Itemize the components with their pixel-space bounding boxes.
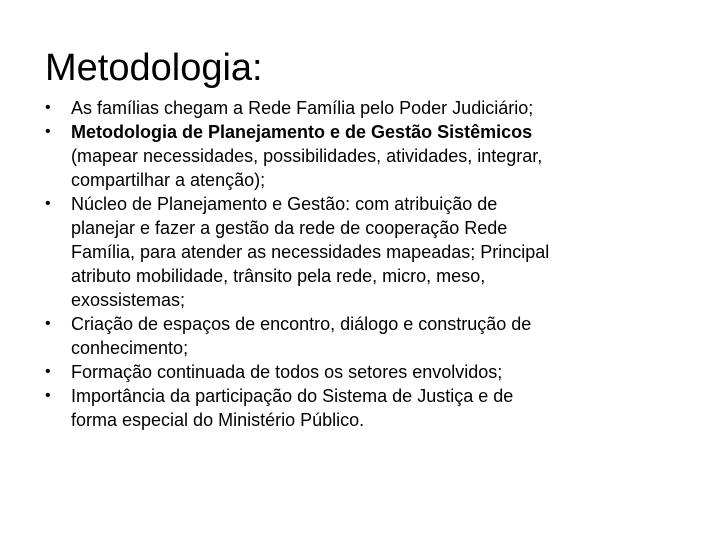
bullet-item [45, 120, 675, 192]
bullet-icon: • [45, 195, 51, 212]
bullet-icon: • [45, 315, 51, 332]
bullet-text-line: Família, para atender as necessidades mapeadas; Principal [71, 242, 550, 262]
bullet-text-line: Criação de espaços de encontro, diálogo e construção de [71, 314, 532, 334]
bullet-icon: • [45, 123, 51, 140]
bullet-item [45, 384, 675, 432]
bullet-text-line: Formação continuada de todos os setores envolvidos; [71, 362, 503, 382]
slide-title: Metodologia: [45, 47, 263, 89]
bullet-item [45, 360, 675, 384]
bullet-item [45, 96, 675, 120]
bullet-item [45, 312, 675, 360]
bullet-text-line: (mapear necessidades, possibilidades, atividades, integrar, [71, 146, 543, 166]
bullet-text-line: atributo mobilidade, trânsito pela rede, micro, meso, [71, 266, 486, 286]
bullet-text-line: conhecimento; [71, 338, 189, 358]
bullet-icon: • [45, 363, 51, 380]
bullet-text-line: compartilhar a atenção); [71, 170, 266, 190]
bullet-text-line: exossistemas; [71, 290, 186, 310]
bullet-icon: • [45, 387, 51, 404]
bullet-text-line: Importância da participação do Sistema de Justiça e de [71, 386, 514, 406]
bullet-text-line: planejar e fazer a gestão da rede de cooperação Rede [71, 218, 508, 238]
bullet-bold-text-line: Metodologia de Planejamento e de Gestão Sistêmicos [71, 122, 533, 142]
bullet-text-line: forma especial do Ministério Público. [71, 410, 365, 430]
bullet-text-line: Núcleo de Planejamento e Gestão: com atribuição de [71, 194, 498, 214]
bullet-text-line: As famílias chegam a Rede Família pelo Poder Judiciário; [71, 98, 534, 118]
bullet-icon: • [45, 99, 51, 116]
bullet-list [45, 96, 675, 432]
bullet-item [45, 192, 675, 312]
